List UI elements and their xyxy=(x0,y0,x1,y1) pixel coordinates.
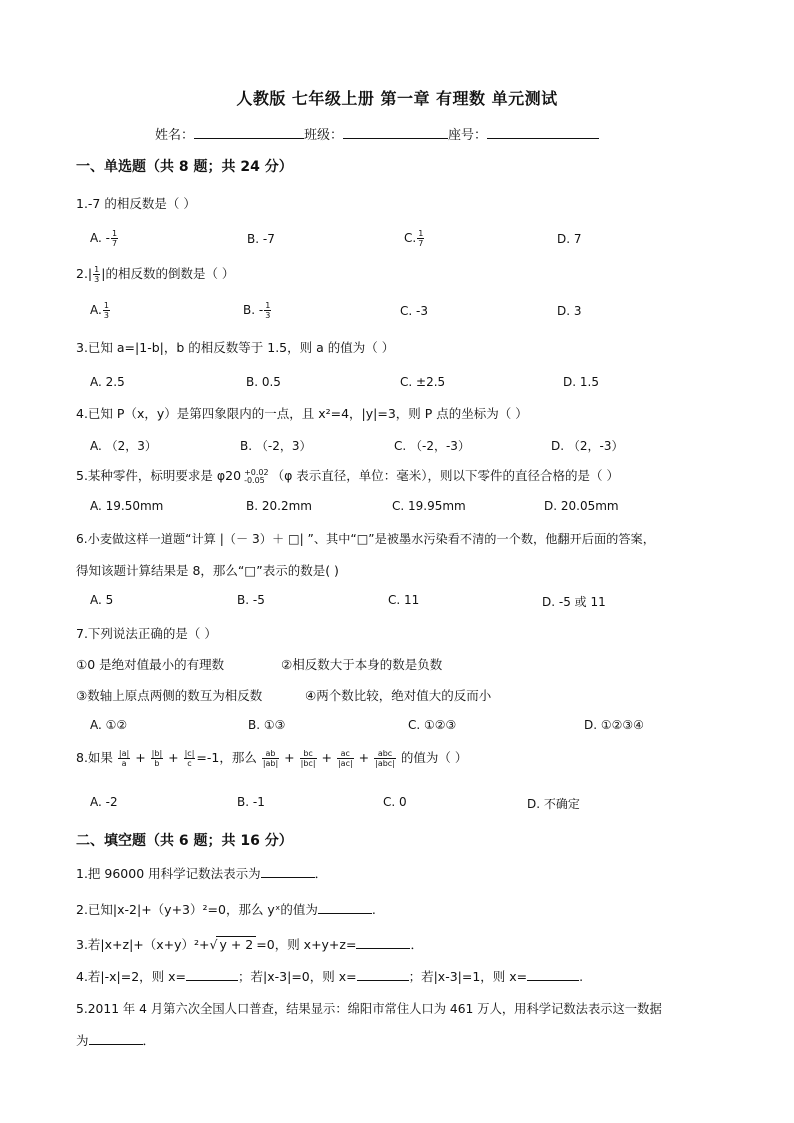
question-6-option-c[interactable]: C. 11 xyxy=(388,593,420,607)
question-4-option-d[interactable]: D. （2，-3） xyxy=(551,439,624,453)
question-2-option-d[interactable]: D. 3 xyxy=(557,304,582,318)
fraction: $\frac{|a|}{a}$ xyxy=(118,749,130,768)
question-4-stem: 4.已知 P（x，y）是第四象限内的一点，且 x²=4，|y|=3，则 P 点的坐标为（ ） xyxy=(76,406,528,421)
fill-question-1: 1.把 96000 用科学记数法表示为 ． xyxy=(76,866,328,881)
fraction: $\frac{\text{abc}}{\text{|abc|}}$ xyxy=(375,749,395,768)
question-7-option-a[interactable]: A. ①② xyxy=(90,718,128,732)
question-6-stem-line-1: 6.小麦做这样一道题“计算 |（－ 3）＋ □| ”、其中“□”是被墨水污染看不清的一个数，他翻开后面的答案， xyxy=(76,532,655,546)
tolerance: +0.02 -0.05 xyxy=(244,467,269,485)
question-3-option-c[interactable]: C. ±2.5 xyxy=(400,375,446,389)
class-label: 班级： xyxy=(304,128,344,143)
sqrt-icon: √ xyxy=(209,937,218,952)
question-3-option-b[interactable]: B. 0.5 xyxy=(246,375,281,389)
section-heading-fill-in: 二、填空题（共 6 题；共 16 分） xyxy=(76,833,293,849)
question-1-option-c[interactable]: C. $\frac{1}{7}$ xyxy=(404,229,424,248)
answer-blank[interactable] xyxy=(356,948,410,949)
section-heading-single-choice: 一、单选题（共 8 题；共 24 分） xyxy=(76,159,293,175)
question-3-option-d[interactable]: D. 1.5 xyxy=(563,375,599,389)
question-7-statement-4: ④两个数比较，绝对值大的反而小 xyxy=(305,688,492,703)
question-2-option-b[interactable]: B. - $\frac{1}{3}$ xyxy=(243,301,271,320)
question-8-option-b[interactable]: B. -1 xyxy=(237,795,265,809)
class-blank[interactable] xyxy=(343,125,448,139)
question-5-option-d[interactable]: D. 20.05mm xyxy=(544,499,619,513)
question-5-option-c[interactable]: C. 19.95mm xyxy=(392,499,466,513)
fraction: $\frac{|b|}{b}$ xyxy=(151,749,163,768)
fill-question-5-line-1: 5.2011 年 4 月第六次全国人口普查，结果显示：绵阳市常住人口为 461 万人，用科学记数法表示这一数据 xyxy=(76,1002,662,1016)
question-7-option-d[interactable]: D. ①②③④ xyxy=(584,718,644,732)
fill-question-3: 3.若|x+z|+（x+y）²+√ y + 2 =0，则 x+y+z= ． xyxy=(76,937,423,952)
question-8-option-c[interactable]: C. 0 xyxy=(383,795,407,809)
fraction: $\frac{1}{3}$ xyxy=(265,301,271,320)
fraction: $\frac{bc}{|bc|}$ xyxy=(300,749,316,768)
question-8-option-a[interactable]: A. -2 xyxy=(90,795,118,809)
question-6-option-a[interactable]: A. 5 xyxy=(90,593,114,607)
question-5-option-a[interactable]: A. 19.50mm xyxy=(90,499,164,513)
answer-blank[interactable] xyxy=(318,913,372,914)
fraction: $\frac{1}{7}$ xyxy=(418,229,424,248)
fraction: $\frac{1}{3}$ xyxy=(94,265,100,284)
seat-blank[interactable] xyxy=(487,125,599,139)
name-blank[interactable] xyxy=(194,125,304,139)
question-2-option-c[interactable]: C. -3 xyxy=(400,304,428,318)
fraction: $\frac{ac}{|ac|}$ xyxy=(337,749,353,768)
question-7-statement-3: ③数轴上原点两侧的数互为相反数 xyxy=(76,688,263,703)
fill-question-2: 2.已知|x-2|+（y+3）²=0，那么 yˣ的值为 . xyxy=(76,902,376,917)
question-3-option-a[interactable]: A. 2.5 xyxy=(90,375,125,389)
question-1-stem: 1.-7 的相反数是（ ） xyxy=(76,196,196,211)
answer-blank[interactable] xyxy=(357,980,409,981)
question-6-option-d[interactable]: D. -5 或 11 xyxy=(542,595,606,609)
fill-question-5-line-2: 为 ． xyxy=(76,1033,156,1048)
question-7-option-b[interactable]: B. ①③ xyxy=(248,718,286,732)
question-1-option-b[interactable]: B. -7 xyxy=(247,232,275,246)
question-6-option-b[interactable]: B. -5 xyxy=(237,593,265,607)
question-8-stem: 8.如果 $\frac{|a|}{a}$ + $\frac{|b|}{b}$ + $\frac{|c|}{c}$ =-1，那么 $\frac{ab}{|ab|}$ + $\frac{bc}{|bc|}$ + $\frac{ac}{|ac|}$ + $\frac{\text{abc}}{\text{|abc|}}$ 的值为（ ） xyxy=(76,749,468,768)
question-7-option-c[interactable]: C. ①②③ xyxy=(408,718,457,732)
answer-blank[interactable] xyxy=(261,877,315,878)
fraction: $\frac{1}{7}$ xyxy=(111,229,118,248)
fraction: $\frac{ab}{|ab|}$ xyxy=(262,749,279,768)
question-7-statement-1: ①0 是绝对值最小的有理数 xyxy=(76,657,225,672)
seat-label: 座号： xyxy=(448,128,488,143)
question-5-option-b[interactable]: B. 20.2mm xyxy=(246,499,312,513)
question-4-option-b[interactable]: B. （-2，3） xyxy=(240,439,312,453)
question-1-option-a[interactable]: A. - $\frac{1}{7}$ xyxy=(90,229,118,248)
question-4-option-c[interactable]: C. （-2，-3） xyxy=(394,439,470,453)
name-label: 姓名： xyxy=(155,128,195,143)
question-2-option-a[interactable]: A. $\frac{1}{3}$ xyxy=(90,301,109,320)
question-1-option-d[interactable]: D. 7 xyxy=(557,232,582,246)
fill-question-4: 4.若|-x|=2，则 x= ；若|x-3|=0，则 x= ；若|x-3|=1，则 x= . xyxy=(76,969,584,984)
question-5-stem: 5.某种零件，标明要求是 φ20 +0.02 -0.05 （φ 表示直径，单位：毫米），则以下零件的直径合格的是（ ） xyxy=(76,467,620,485)
fraction: $\frac{1}{3}$ xyxy=(103,301,109,320)
answer-blank[interactable] xyxy=(89,1044,143,1045)
document-title: 人教版 七年级上册 第一章 有理数 单元测试 xyxy=(236,89,558,108)
student-info-line xyxy=(155,124,599,143)
question-3-stem: 3.已知 a=|1-b|，b 的相反数等于 1.5，则 a 的值为（ ） xyxy=(76,340,395,355)
answer-blank[interactable] xyxy=(527,980,579,981)
question-8-option-d[interactable]: D. 不确定 xyxy=(527,797,580,811)
question-7-stem: 7.下列说法正确的是（ ） xyxy=(76,626,217,641)
answer-blank[interactable] xyxy=(186,980,238,981)
question-7-statement-2: ②相反数大于本身的数是负数 xyxy=(281,657,443,672)
question-2-stem: 2.| $\frac{1}{3}$ |的相反数的倒数是（ ） xyxy=(76,265,235,284)
question-6-stem-line-2: 得知该题计算结果是 8，那么“□”表示的数是( ) xyxy=(76,563,339,578)
fraction: $\frac{|c|}{c}$ xyxy=(184,749,195,768)
question-4-option-a[interactable]: A. （2，3） xyxy=(90,439,157,453)
